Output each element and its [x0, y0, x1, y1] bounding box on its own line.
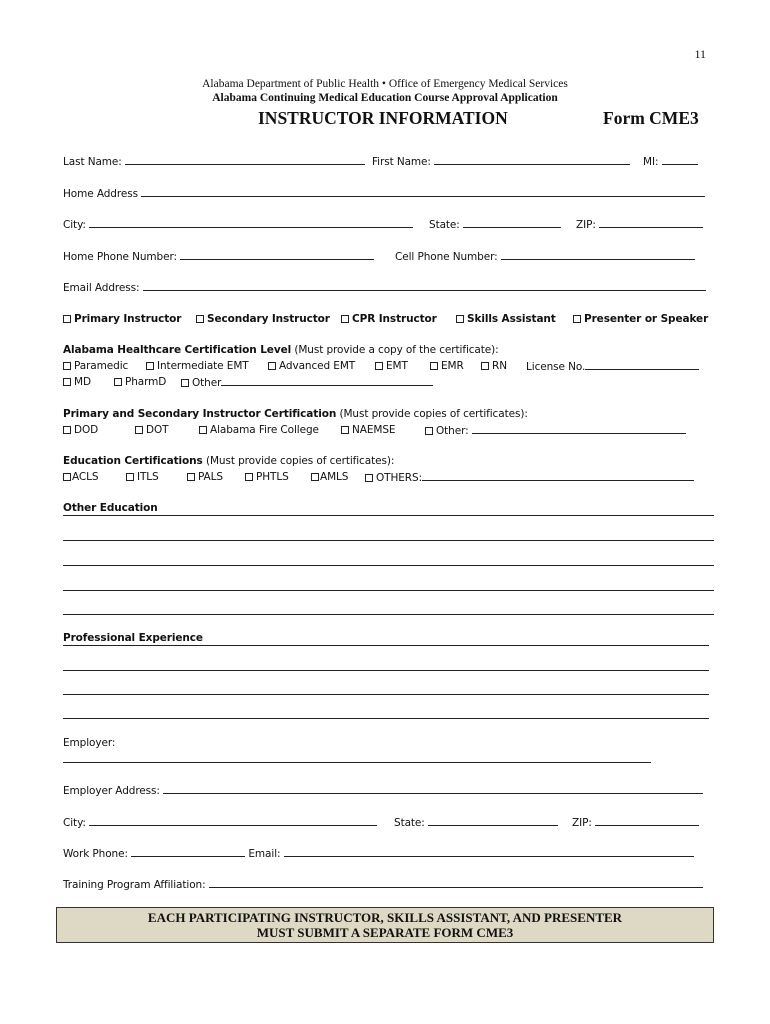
- home-phone-field[interactable]: [180, 250, 374, 260]
- employer-address-label: Employer Address:: [63, 785, 160, 797]
- other-education-line-1[interactable]: [63, 515, 714, 516]
- edu-others: OTHERS:: [376, 472, 423, 484]
- other-education-line-5[interactable]: [63, 614, 714, 615]
- mi-label: MI:: [643, 156, 659, 168]
- experience-line-3[interactable]: [63, 694, 709, 695]
- checkbox-icon[interactable]: [456, 315, 464, 323]
- zip-label: ZIP:: [576, 219, 596, 231]
- checkbox-icon[interactable]: [181, 379, 189, 387]
- cert-md: MD: [74, 376, 91, 388]
- checkbox-icon[interactable]: [341, 426, 349, 434]
- edu-amls: AMLS: [320, 471, 349, 483]
- instructor-cert-heading: Primary and Secondary Instructor Certification (Must provide copies of certificates):: [63, 408, 528, 420]
- checkbox-icon[interactable]: [425, 427, 433, 435]
- experience-line-2[interactable]: [63, 670, 709, 671]
- email-label: Email Address:: [63, 282, 140, 294]
- checkbox-icon[interactable]: [481, 362, 489, 370]
- home-address-label: Home Address: [63, 188, 138, 200]
- role-skills[interactable]: Skills Assistant: [456, 313, 556, 325]
- checkbox-icon[interactable]: [63, 362, 71, 370]
- cert-paramedic: Paramedic: [74, 360, 129, 372]
- training-affiliation-label: Training Program Affiliation:: [63, 879, 206, 891]
- employer-state-label: State:: [394, 817, 425, 829]
- instr-dod: DOD: [74, 424, 99, 436]
- checkbox-icon[interactable]: [430, 362, 438, 370]
- checkbox-icon[interactable]: [114, 378, 122, 386]
- employer-state-field[interactable]: [428, 816, 558, 826]
- submission-banner: [56, 907, 714, 943]
- checkbox-icon[interactable]: [573, 315, 581, 323]
- edu-itls: ITLS: [137, 471, 159, 483]
- training-affiliation-field[interactable]: [209, 878, 703, 888]
- checkbox-icon[interactable]: [63, 426, 71, 434]
- other-education-line-3[interactable]: [63, 565, 714, 566]
- other-education-line-4[interactable]: [63, 590, 714, 591]
- work-phone-label: Work Phone:: [63, 848, 128, 860]
- education-cert-heading: Education Certifications (Must provide copies of certificates):: [63, 455, 395, 467]
- checkbox-icon[interactable]: [311, 473, 319, 481]
- employer-label: Employer:: [63, 737, 116, 749]
- cert-other-field[interactable]: [221, 376, 433, 386]
- checkbox-icon[interactable]: [199, 426, 207, 434]
- instr-other-field[interactable]: [472, 424, 686, 434]
- license-field[interactable]: [585, 360, 699, 370]
- last-name-row: [63, 155, 365, 168]
- cert-other: Other: [192, 377, 222, 389]
- instr-dot: DOT: [146, 424, 169, 436]
- mi-field[interactable]: [662, 155, 698, 165]
- experience-line-1[interactable]: [63, 645, 709, 646]
- checkbox-icon[interactable]: [63, 315, 71, 323]
- employer-city-field[interactable]: [89, 816, 377, 826]
- city-label: City:: [63, 219, 86, 231]
- experience-line-4[interactable]: [63, 718, 709, 719]
- cert-advanced-emt: Advanced EMT: [279, 360, 356, 372]
- instr-fire-college: Alabama Fire College: [210, 424, 319, 436]
- checkbox-icon[interactable]: [196, 315, 204, 323]
- first-name-label: First Name:: [372, 156, 431, 168]
- header-application: Alabama Continuing Medical Education Course Approval Application: [212, 92, 558, 104]
- other-education-line-2[interactable]: [63, 540, 714, 541]
- role-secondary[interactable]: Secondary Instructor: [196, 313, 330, 325]
- employer-zip-field[interactable]: [595, 816, 699, 826]
- employer-address-field[interactable]: [163, 784, 703, 794]
- cert-emt: EMT: [386, 360, 408, 372]
- form-title: INSTRUCTOR INFORMATION: [258, 108, 508, 128]
- cert-rn: RN: [492, 360, 507, 372]
- checkbox-icon[interactable]: [126, 473, 134, 481]
- checkbox-icon[interactable]: [63, 473, 71, 481]
- checkbox-icon[interactable]: [245, 473, 253, 481]
- checkbox-icon[interactable]: [365, 474, 373, 482]
- city-field[interactable]: [89, 218, 413, 228]
- employer-zip-label: ZIP:: [572, 817, 592, 829]
- last-name-field[interactable]: [125, 155, 365, 165]
- checkbox-icon[interactable]: [375, 362, 383, 370]
- healthcare-cert-heading: Alabama Healthcare Certification Level (Must provide a copy of the certificate):: [63, 344, 499, 356]
- license-label: License No.: [526, 361, 586, 373]
- banner-line-1: EACH PARTICIPATING INSTRUCTOR, SKILLS ASSISTANT, AND PRESENTER: [147, 910, 623, 925]
- email-field[interactable]: [143, 281, 706, 291]
- cert-emr: EMR: [441, 360, 464, 372]
- home-phone-label: Home Phone Number:: [63, 251, 177, 263]
- role-primary[interactable]: Primary Instructor: [63, 313, 181, 325]
- form-id: Form CME3: [603, 108, 699, 128]
- instr-other: Other:: [436, 425, 469, 437]
- role-cpr[interactable]: CPR Instructor: [341, 313, 437, 325]
- home-address-field[interactable]: [141, 187, 705, 197]
- state-field[interactable]: [463, 218, 561, 228]
- edu-others-field[interactable]: [422, 471, 694, 481]
- edu-acls: ACLS: [72, 471, 99, 483]
- employer-email-label: Email:: [248, 848, 281, 860]
- header-agency: Alabama Department of Public Health • Office of Emergency Medical Services: [202, 78, 568, 90]
- other-education-heading: Other Education: [63, 502, 158, 514]
- work-phone-field[interactable]: [131, 847, 245, 857]
- page-number: 11: [694, 47, 706, 61]
- employer-email-field[interactable]: [284, 847, 694, 857]
- checkbox-icon[interactable]: [341, 315, 349, 323]
- professional-experience-heading: Professional Experience: [63, 632, 203, 644]
- edu-pals: PALS: [198, 471, 223, 483]
- checkbox-icon[interactable]: [63, 378, 71, 386]
- checkbox-icon[interactable]: [187, 473, 195, 481]
- checkbox-icon[interactable]: [268, 362, 276, 370]
- cell-phone-label: Cell Phone Number:: [395, 251, 498, 263]
- cert-intermediate-emt: Intermediate EMT: [157, 360, 249, 372]
- zip-field[interactable]: [599, 218, 703, 228]
- checkbox-icon[interactable]: [146, 362, 154, 370]
- instr-naemse: NAEMSE: [352, 424, 396, 436]
- last-name-label: Last Name:: [63, 156, 122, 168]
- first-name-field[interactable]: [434, 155, 630, 165]
- employer-city-label: City:: [63, 817, 86, 829]
- cert-pharmd: PharmD: [125, 376, 167, 388]
- role-presenter[interactable]: Presenter or Speaker: [573, 313, 708, 325]
- checkbox-icon[interactable]: [135, 426, 143, 434]
- state-label: State:: [429, 219, 460, 231]
- cell-phone-field[interactable]: [501, 250, 695, 260]
- edu-phtls: PHTLS: [256, 471, 289, 483]
- employer-field[interactable]: [63, 762, 651, 763]
- banner-line-2: MUST SUBMIT A SEPARATE FORM CME3: [256, 925, 514, 940]
